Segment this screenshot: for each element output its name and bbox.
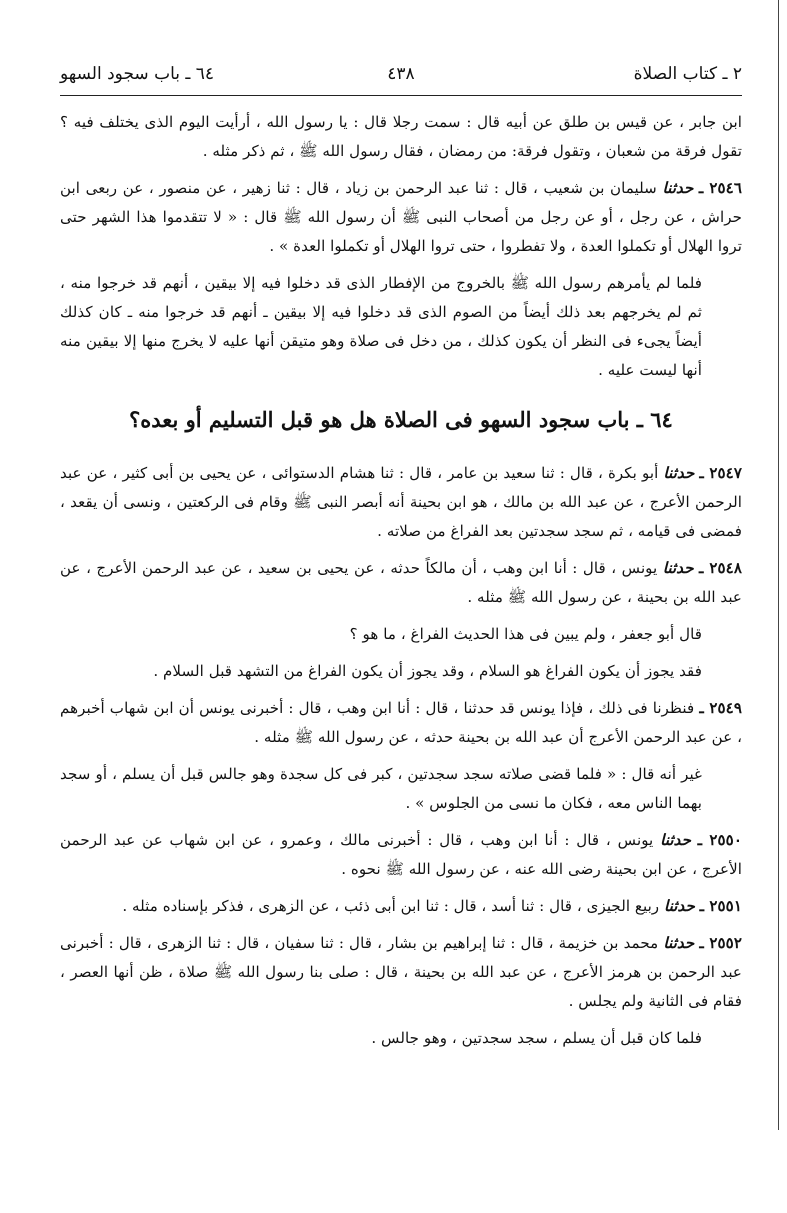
- chapter-heading: ٦٤ ـ باب سجود السهو فى الصلاة هل هو قبل التسليم أو بعده؟: [129, 407, 673, 432]
- hadith-number: ٢٥٥٢ ـ: [699, 934, 742, 952]
- haddathana-mark: حدثنا: [662, 559, 694, 577]
- hadith-text: أبو بكرة ، قال : ثنا سعيد بن عامر ، قال : ثنا هشام الدستوائى ، عن يحيى بن أبى كثير ، عن عبد الرحمن الأعرج ، عن عبد الله بن مالك ، هو ابن بحينة أنه أبصر النبى ﷺ وقام فى الركعتين ، ونسى أن يقعد ، فمضى فى قيامه ، ثم سجد سجدتين بعد الفراغ من صلاته .: [60, 464, 742, 540]
- haddathana-mark: حدثنا: [660, 831, 691, 849]
- commentary-paragraph: فقد يجوز أن يكون الفراغ هو السلام ، وقد يجوز أن يكون الفراغ من التشهد قبل السلام .: [153, 662, 702, 680]
- hadith-text: سليمان بن شعيب ، قال : ثنا عبد الرحمن بن زياد ، قال : ثنا زهير ، عن منصور ، عن ربعى ابن حراش ، عن رجل ، أو عن رجل من أصحاب النبى ﷺ أن رسول الله ﷺ قال : « لا تتقدموا هذا الشهر حتى تروا الهلال أو تكملوا العدة ، ولا تفطروا ، حتى تروا الهلال أو تكملوا العدة » .: [60, 179, 742, 255]
- hadith-text: يونس ، قال : أنا ابن وهب ، أن مالكاً حدثه ، عن يحيى بن سعيد ، عن عبد الرحمن الأعرج ، عن عبد الله بن بحينة ، عن رسول الله ﷺ مثله .: [60, 559, 742, 606]
- hadith-2549: [60, 694, 742, 752]
- haddathana-mark: حدثنا: [663, 934, 695, 952]
- hadith-2552: [60, 929, 742, 1016]
- hadith-number: ٢٥٤٨ ـ: [698, 559, 742, 577]
- hadith-text: يونس ، قال : أنا ابن وهب ، قال : أخبرنى مالك ، وعمرو ، عن ابن شهاب عن عبد الرحمن الأعرج ، عن ابن بحينة رضى الله عنه ، عن رسول الله ﷺ نحوه .: [60, 831, 742, 878]
- page-number: ٤٣٨: [387, 64, 415, 84]
- haddathana-mark: حدثنا: [663, 897, 695, 915]
- hadith-2550: [60, 826, 742, 884]
- hadith-number: ٢٥٥١ ـ: [699, 897, 742, 915]
- hadith-text: محمد بن خزيمة ، قال : ثنا إبراهيم بن بشار ، قال : ثنا سفيان ، قال : ثنا الزهرى ، قال : أخبرنى عبد الرحمن بن هرمز الأعرج ، عن عبد الله بن بحينة ، قال : صلى بنا رسول الله ﷺ صلاة ، ظن أنها العصر ، فقام فى الثانية ولم يجلس .: [60, 934, 742, 1010]
- header-book-title: ٢ ـ كتاب الصلاة: [633, 64, 742, 84]
- hadith-number: ٢٥٤٧ ـ: [699, 464, 742, 482]
- commentary-paragraph: غير أنه قال : « فلما قضى صلاته سجد سجدتين ، كبر فى كل سجدة وهو جالس قبل أن يسلم ، أو سجد بهما الناس معه ، فكان ما نسى من الجلوس » .: [60, 765, 702, 812]
- hadith-text: فنظرنا فى ذلك ، فإذا يونس قد حدثنا ، قال : أنا ابن وهب ، قال : أخبرنى يونس أن ابن شهاب أخبرهم ، عن عبد الرحمن الأعرج أن عبد الله بن بحينة حدثه ، عن رسول الله ﷺ مثله .: [60, 699, 742, 746]
- haddathana-mark: حدثنا: [663, 464, 695, 482]
- commentary-paragraph: فلما كان قبل أن يسلم ، سجد سجدتين ، وهو جالس .: [371, 1029, 702, 1047]
- hadith-2551: [60, 892, 742, 921]
- page-body: [60, 108, 742, 1061]
- running-header: [60, 64, 742, 92]
- hadith-number: ٢٥٥٠ ـ: [697, 831, 742, 849]
- page-edge-line: [778, 0, 779, 1130]
- hadith-2547: [60, 459, 742, 546]
- header-rule: [60, 95, 742, 96]
- hadith-number: ٢٥٤٦ ـ: [698, 179, 742, 197]
- abu-jafar-comment: قال أبو جعفر ، ولم يبين فى هذا الحديث الفراغ ، ما هو ؟: [349, 625, 702, 643]
- paragraph-continuation: ابن جابر ، عن قيس بن طلق عن أبيه قال : سمت رجلا قال : يا رسول الله ، أرأيت اليوم الذى يختلف فيه ؟ تقول فرقة من شعبان ، وتقول فرقة: من رمضان ، فقال رسول الله ﷺ ، ثم ذكر مثله .: [60, 113, 742, 160]
- hadith-number: ٢٥٤٩ ـ: [699, 699, 742, 717]
- hadith-2548: [60, 554, 742, 612]
- header-chapter-title: ٦٤ ـ باب سجود السهو: [60, 64, 215, 84]
- commentary-paragraph: فلما لم يأمرهم رسول الله ﷺ بالخروج من الإفطار الذى قد دخلوا فيه إلا بيقين ، أنهم قد خرجوا منه ، ثم لم يخرجهم بعد ذلك أيضاً من الصوم الذى قد دخلوا فيه إلا بيقين ـ أنهم قد خرجوا منه ـ كان كذلك أيضاً يجىء فى النظر أن يكون كذلك ، من دخل فى صلاة وهو متيقن أنها عليه لا يخرج منها إلا بيقين منه أنها ليست عليه .: [60, 274, 702, 379]
- hadith-text: ربيع الجيزى ، قال : ثنا أسد ، قال : ثنا ابن أبى ذئب ، عن الزهرى ، فذكر بإسناده مثله .: [122, 897, 660, 915]
- haddathana-mark: حدثنا: [662, 179, 694, 197]
- hadith-2546: [60, 174, 742, 261]
